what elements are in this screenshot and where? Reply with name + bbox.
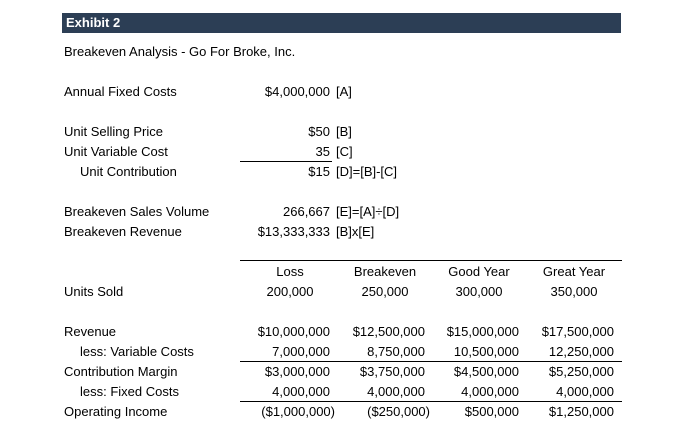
breakeven-revenue-note: [B]x[E] (336, 224, 375, 239)
annual-fixed-costs-value: $4,000,000 (264, 84, 330, 99)
column-header-good-year: Good Year (448, 264, 510, 279)
exhibit-header-bar (62, 13, 621, 33)
unit-selling-price-value: $50 (308, 124, 330, 139)
unit-variable-cost-label: Unit Variable Cost (64, 144, 168, 159)
units-sold-good-year: 300,000 (455, 284, 503, 299)
column-header-great-year: Great Year (542, 264, 606, 279)
annual-fixed-costs-note: [A] (336, 84, 352, 99)
exhibit-header: Exhibit 2 (66, 15, 121, 30)
fixed-costs-loss: 4,000,000 (272, 384, 330, 399)
breakeven-sales-volume-value: 266,667 (283, 204, 330, 219)
operating-income-breakeven: ($250,000) (367, 404, 430, 419)
units-sold-loss: 200,000 (266, 284, 314, 299)
column-header-loss: Loss (276, 264, 304, 279)
unit-contribution-value: $15 (308, 164, 330, 179)
variable-costs-breakeven: 8,750,000 (367, 344, 425, 359)
fixed-costs-good-year: 4,000,000 (461, 384, 519, 399)
unit-variable-cost-value: 35 (315, 144, 330, 159)
revenue-loss: $10,000,000 (257, 324, 330, 339)
units-sold-label: Units Sold (64, 284, 124, 299)
operating-income-good-year: $500,000 (464, 404, 519, 419)
variable-costs-label: less: Variable Costs (80, 344, 194, 359)
variable-costs-good-year: 10,500,000 (453, 344, 519, 359)
revenue-great-year: $17,500,000 (541, 324, 614, 339)
breakeven-sales-volume-note: [E]=[A]÷[D] (336, 204, 400, 219)
unit-contribution-rule (240, 161, 332, 162)
contribution-margin-great-year: $5,250,000 (548, 364, 614, 379)
revenue-label: Revenue (64, 324, 117, 339)
variable-costs-great-year: 12,250,000 (548, 344, 614, 359)
annual-fixed-costs-label: Annual Fixed Costs (64, 84, 177, 99)
revenue-breakeven: $12,500,000 (352, 324, 425, 339)
fixed-costs-great-year: 4,000,000 (556, 384, 614, 399)
unit-selling-price-note: [B] (336, 124, 352, 139)
fixed-costs-breakeven: 4,000,000 (367, 384, 425, 399)
unit-variable-cost-note: [C] (336, 144, 353, 159)
scenario-table-top-rule (240, 260, 622, 261)
operating-income-great-year: $1,250,000 (548, 404, 614, 419)
fixed-costs-label: less: Fixed Costs (80, 384, 179, 399)
contribution-margin-rule (240, 361, 622, 362)
contribution-margin-good-year: $4,500,000 (453, 364, 519, 379)
contribution-margin-loss: $3,000,000 (264, 364, 330, 379)
unit-contribution-note: [D]=[B]-[C] (336, 164, 398, 179)
breakeven-sales-volume-label: Breakeven Sales Volume (64, 204, 210, 219)
units-sold-great-year: 350,000 (550, 284, 598, 299)
operating-income-rule (240, 401, 622, 402)
contribution-margin-breakeven: $3,750,000 (359, 364, 425, 379)
revenue-good-year: $15,000,000 (446, 324, 519, 339)
operating-income-loss: ($1,000,000) (261, 404, 335, 419)
unit-contribution-label: Unit Contribution (80, 164, 177, 179)
contribution-margin-label: Contribution Margin (64, 364, 178, 379)
breakeven-revenue-value: $13,333,333 (257, 224, 330, 239)
units-sold-breakeven: 250,000 (361, 284, 409, 299)
breakeven-revenue-label: Breakeven Revenue (64, 224, 182, 239)
exhibit-subtitle: Breakeven Analysis - Go For Broke, Inc. (64, 44, 296, 59)
unit-selling-price-label: Unit Selling Price (64, 124, 163, 139)
variable-costs-loss: 7,000,000 (272, 344, 330, 359)
column-header-breakeven: Breakeven (353, 264, 417, 279)
operating-income-label: Operating Income (64, 404, 168, 419)
